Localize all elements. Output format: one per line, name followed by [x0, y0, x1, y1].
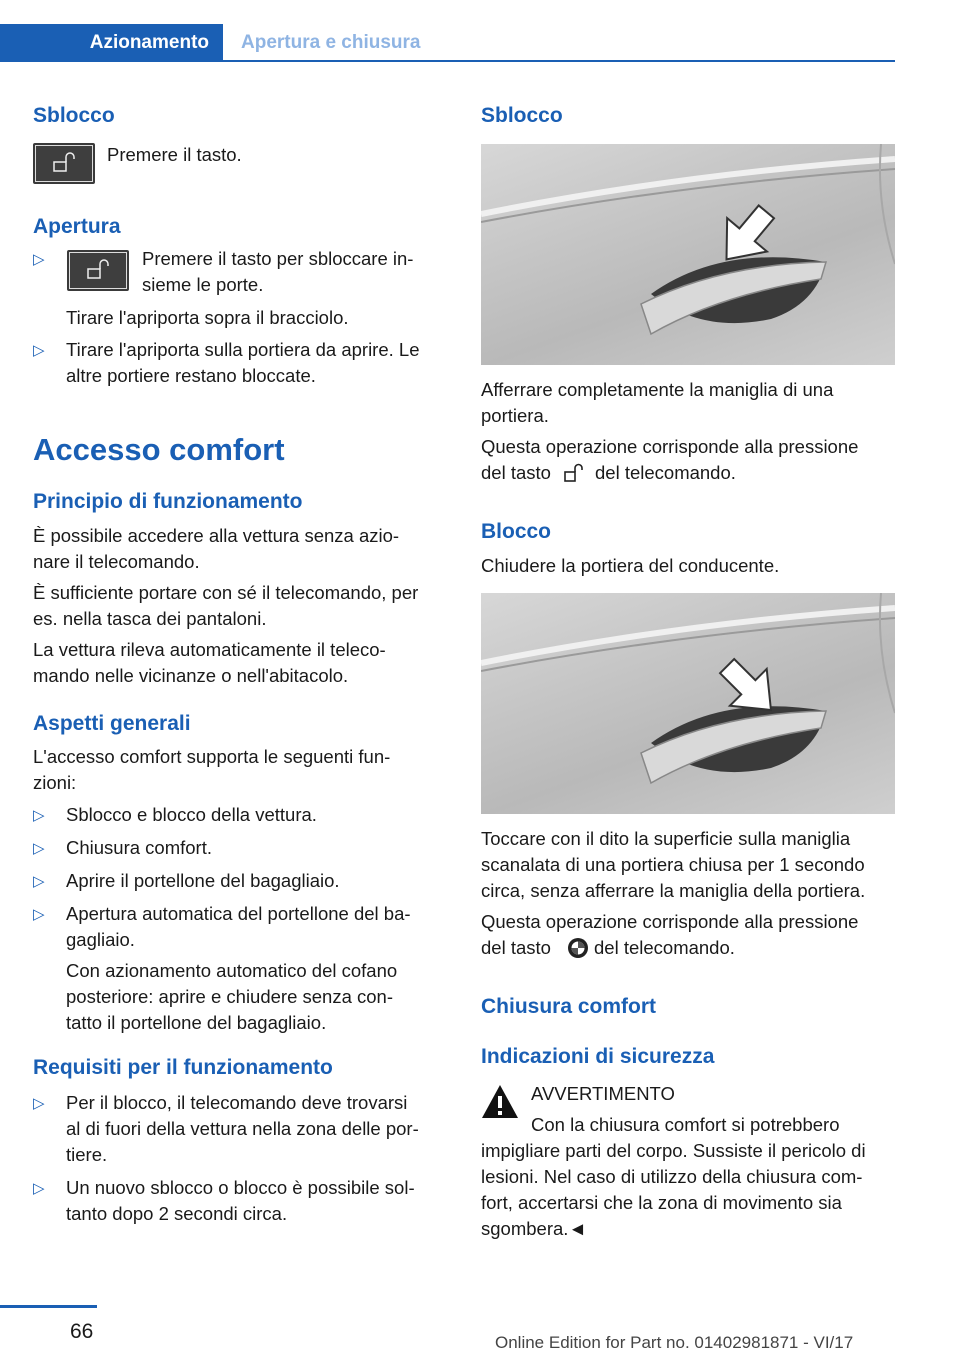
- sblocco-text: Premere il tasto.: [107, 144, 242, 165]
- door-handle-photo-unlock: [481, 144, 895, 365]
- bullet-icon: ▷: [33, 251, 45, 268]
- paragraph: circa, senza afferrare la maniglia della portiera.: [481, 880, 866, 901]
- warning-triangle-icon: [481, 1083, 519, 1121]
- paragraph: del tasto: [481, 462, 551, 483]
- apertura-item1-line1: Premere il tasto per sbloccare in‐: [142, 248, 414, 269]
- paragraph: Chiudere la portiera del conducente.: [481, 555, 780, 576]
- list-item: Chiusura comfort.: [66, 837, 212, 858]
- list-item: al di fuori della vettura nella zona delle por‐: [66, 1118, 419, 1139]
- section-title-sblocco: Sblocco: [33, 104, 115, 127]
- paragraph: portiera.: [481, 405, 549, 426]
- paragraph: Questa operazione corrisponde alla pressione: [481, 911, 859, 932]
- paragraph: mando nelle vicinanze o nell'abitacolo.: [33, 665, 349, 686]
- unlock-key-icon: [67, 250, 129, 291]
- list-item: tanto dopo 2 secondi circa.: [66, 1203, 288, 1224]
- section-title-chiusura: Chiusura comfort: [481, 995, 657, 1018]
- section-title-requisiti: Requisiti per il funzionamento: [33, 1056, 333, 1079]
- warning-text: Con la chiusura comfort si potrebbero: [531, 1114, 840, 1135]
- warning-text: lesioni. Nel caso di utilizzo della chiusura com‐: [481, 1166, 863, 1187]
- warning-text: impigliare parti del corpo. Sussiste il pericolo di: [481, 1140, 866, 1161]
- paragraph: del tasto: [481, 937, 551, 958]
- paragraph: L'accesso comfort supporta le seguenti fun‐: [33, 746, 391, 767]
- apertura-item2-line2: altre portiere restano bloccate.: [66, 365, 316, 386]
- header-rule: [0, 60, 895, 62]
- paragraph: scanalata di una portiera chiusa per 1 secondo: [481, 854, 865, 875]
- list-item: Apertura automatica del portellone del ba‐: [66, 903, 411, 924]
- unlock-symbol-icon: [562, 462, 586, 484]
- bullet-icon: ▷: [33, 906, 45, 923]
- list-item: gagliaio.: [66, 929, 135, 950]
- section-title-apertura: Apertura: [33, 215, 121, 238]
- bullet-icon: ▷: [33, 873, 45, 890]
- paragraph: Afferrare completamente la maniglia di una: [481, 379, 834, 400]
- paragraph: zioni:: [33, 772, 77, 793]
- paragraph: È sufficiente portare con sé il telecomando, per: [33, 582, 419, 603]
- unlock-key-icon: [33, 143, 95, 184]
- page-number: 66: [70, 1320, 94, 1343]
- tab-azionamento[interactable]: Azionamento: [0, 24, 223, 62]
- paragraph: Toccare con il dito la superficie sulla maniglia: [481, 828, 851, 849]
- list-item: tiere.: [66, 1144, 108, 1165]
- warning-text: sgombera.◄: [481, 1218, 587, 1239]
- bullet-icon: ▷: [33, 1180, 45, 1197]
- apertura-item1-sub: Tirare l'apriporta sopra il bracciolo.: [66, 307, 349, 328]
- section-title-blocco: Blocco: [481, 520, 552, 543]
- door-handle-photo-lock: [481, 593, 895, 814]
- paragraph: del telecomando.: [594, 937, 735, 958]
- bullet-icon: ▷: [33, 807, 45, 824]
- list-item: Aprire il portellone del bagagliaio.: [66, 870, 340, 891]
- paragraph: del telecomando.: [595, 462, 736, 483]
- list-item: Un nuovo sblocco o blocco è possibile sol‐: [66, 1177, 415, 1198]
- list-item: tatto il portellone del bagagliaio.: [66, 1012, 327, 1033]
- bullet-icon: ▷: [33, 342, 45, 359]
- section-title-sicurezza: Indicazioni di sicurezza: [481, 1045, 715, 1068]
- bullet-icon: ▷: [33, 840, 45, 857]
- paragraph: nare il telecomando.: [33, 551, 200, 572]
- section-title-principio: Principio di funzionamento: [33, 490, 303, 513]
- list-item: Per il blocco, il telecomando deve trovarsi: [66, 1092, 408, 1113]
- tab-apertura-e-chiusura[interactable]: Apertura e chiusura: [241, 32, 421, 53]
- paragraph: La vettura rileva automaticamente il teleco‐: [33, 639, 386, 660]
- chapter-title: Accesso comfort: [33, 432, 285, 467]
- list-item: Sblocco e blocco della vettura.: [66, 804, 317, 825]
- apertura-item1-line2: sieme le porte.: [142, 274, 264, 295]
- section-title-sblocco-right: Sblocco: [481, 104, 563, 127]
- bmw-logo-icon: [567, 937, 589, 959]
- edition-text: Online Edition for Part no. 01402981871 - VI/17: [495, 1333, 854, 1352]
- footer-rule: [0, 1305, 97, 1308]
- warning-label: AVVERTIMENTO: [531, 1083, 675, 1104]
- warning-text: fort, accertarsi che la zona di movimento sia: [481, 1192, 842, 1213]
- list-item: posteriore: aprire e chiudere senza con‐: [66, 986, 394, 1007]
- section-title-aspetti: Aspetti generali: [33, 712, 191, 735]
- paragraph: Questa operazione corrisponde alla pressione: [481, 436, 859, 457]
- paragraph: È possibile accedere alla vettura senza azio‐: [33, 525, 400, 546]
- bullet-icon: ▷: [33, 1095, 45, 1112]
- apertura-item2-line1: Tirare l'apriporta sulla portiera da aprire. Le: [66, 339, 420, 360]
- paragraph: es. nella tasca dei pantaloni.: [33, 608, 267, 629]
- list-item: Con azionamento automatico del cofano: [66, 960, 398, 981]
